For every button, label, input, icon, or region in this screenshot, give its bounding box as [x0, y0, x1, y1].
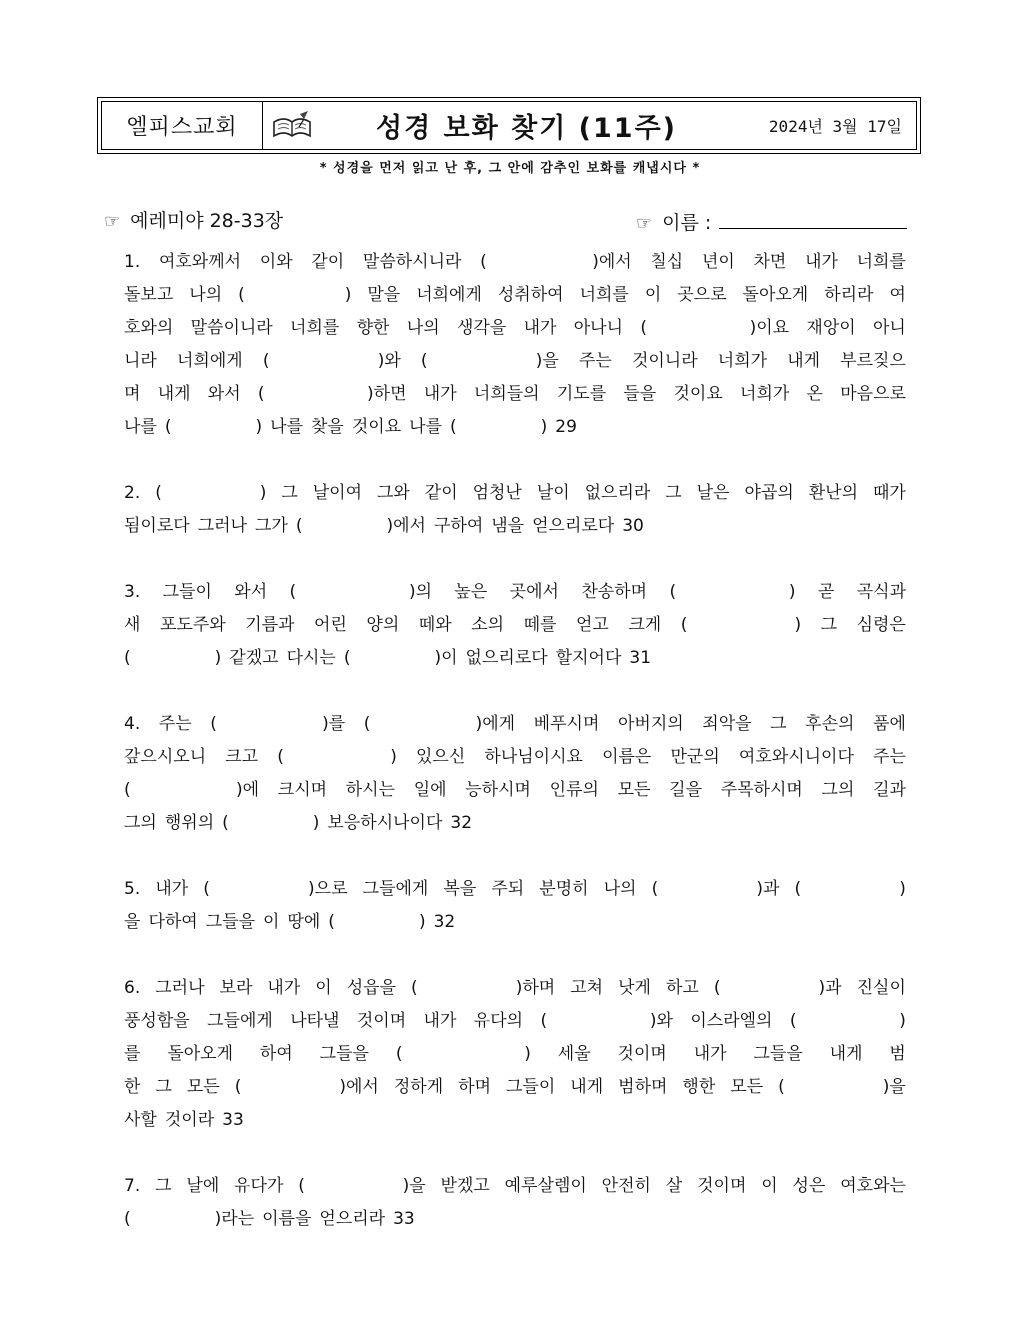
question-line: 을 다하여 그들을 이 땅에 ( ) 32 [124, 912, 456, 932]
subtitle: * 성경을 먼저 읽고 난 후, 그 안에 감추인 보화를 캐냅시다 * [319, 161, 701, 176]
church-name: 엘피스교회 [102, 102, 263, 149]
question-line: 3. 그들이 와서 ( )의 높은 곳에서 찬송하며 ( ) 곧 곡식과 [124, 582, 906, 602]
question-line: 호와의 말씀이니라 너희를 향한 나의 생각을 내가 아나니 ( )이요 재앙이 아니 [124, 318, 906, 338]
pointing-hand-icon: ☞ [636, 213, 653, 234]
open-bible-quill-icon [263, 102, 321, 149]
header-frame [97, 97, 921, 154]
name-input-line[interactable] [719, 206, 907, 229]
question-line: 풍성함을 그들에게 나타낼 것이며 내가 유다의 ( )와 이스라엘의 ( ) [124, 1011, 906, 1031]
question-line: 니라 너희에게 ( )와 ( )을 주는 것이니라 너희가 내게 부르짖으 [124, 351, 906, 371]
question-4 [124, 708, 906, 840]
header-inner [101, 101, 917, 150]
question-line: 됨이로다 그러나 그가 ( )에서 구하여 냄을 얻으리로다 30 [124, 516, 644, 536]
scripture-label: 예레미야 28-33장 [130, 210, 284, 232]
question-line: 4. 주는 ( )를 ( )에게 베푸시며 아버지의 죄악을 그 후손의 품에 [124, 714, 906, 734]
pointing-hand-icon: ☞ [104, 211, 121, 232]
meta-row [104, 206, 922, 234]
question-line: 돌보고 나의 ( ) 말을 너희에게 성취하여 너희를 이 곳으로 돌아오게 하리라 여 [124, 285, 906, 305]
question-6 [124, 972, 906, 1137]
page-title: 성경 보화 찾기 (11주) [375, 113, 678, 144]
questions-list [124, 246, 906, 1269]
question-line: 갚으시오니 크고 ( ) 있으신 하나님이시요 이름은 만군의 여호와시니이다 주는 [124, 747, 906, 767]
question-line: 5. 내가 ( )으로 그들에게 복을 주되 분명히 나의 ( )과 ( ) [124, 879, 906, 899]
question-1 [124, 246, 906, 444]
question-line: 그의 행위의 ( ) 보응하시나이다 32 [124, 813, 473, 833]
question-line: ( )라는 이름을 얻으리라 33 [124, 1209, 415, 1229]
name-label: 이름 : [662, 212, 712, 234]
question-5 [124, 873, 906, 939]
question-3 [124, 576, 906, 675]
question-line: ( ) 같겠고 다시는 ( )이 없으리로다 할지어다 31 [124, 648, 652, 668]
date: 2024년 3월 17일 [768, 117, 902, 136]
question-line: 며 내게 와서 ( )하면 내가 너희들의 기도를 들을 것이요 너희가 온 마음으로 [124, 384, 906, 404]
question-line: 6. 그러나 보라 내가 이 성읍을 ( )하며 고쳐 낫게 하고 ( )과 진실이 [124, 978, 906, 998]
name-area [636, 206, 907, 235]
question-7 [124, 1170, 906, 1236]
question-line: 한 그 모든 ( )에서 정하게 하며 그들이 내게 범하며 행한 모든 ( )을 [124, 1077, 906, 1097]
question-line: 사할 것이라 33 [124, 1110, 244, 1130]
question-line: 새 포도주와 기름과 어린 양의 떼와 소의 떼를 얻고 크게 ( ) 그 심령은 [124, 615, 906, 635]
question-line: 7. 그 날에 유다가 ( )을 받겠고 예루살렘이 안전히 살 것이며 이 성은 여호와는 [124, 1176, 906, 1196]
scripture-range [104, 206, 283, 233]
question-line: 2. ( ) 그 날이여 그와 같이 엄청난 날이 없으리라 그 날은 야곱의 환난의 때가 [124, 483, 906, 503]
question-line: 를 돌아오게 하여 그들을 ( ) 세울 것이며 내가 그들을 내게 범 [124, 1044, 906, 1064]
question-line: 나를 ( ) 나를 찾을 것이요 나를 ( ) 29 [124, 417, 577, 437]
question-line: 1. 여호와께서 이와 같이 말씀하시니라 ( )에서 칠십 년이 차면 내가 너희를 [124, 252, 906, 272]
question-2 [124, 477, 906, 543]
question-line: ( )에 크시며 하시는 일에 능하시며 인류의 모든 길을 주목하시며 그의 길과 [124, 780, 906, 800]
